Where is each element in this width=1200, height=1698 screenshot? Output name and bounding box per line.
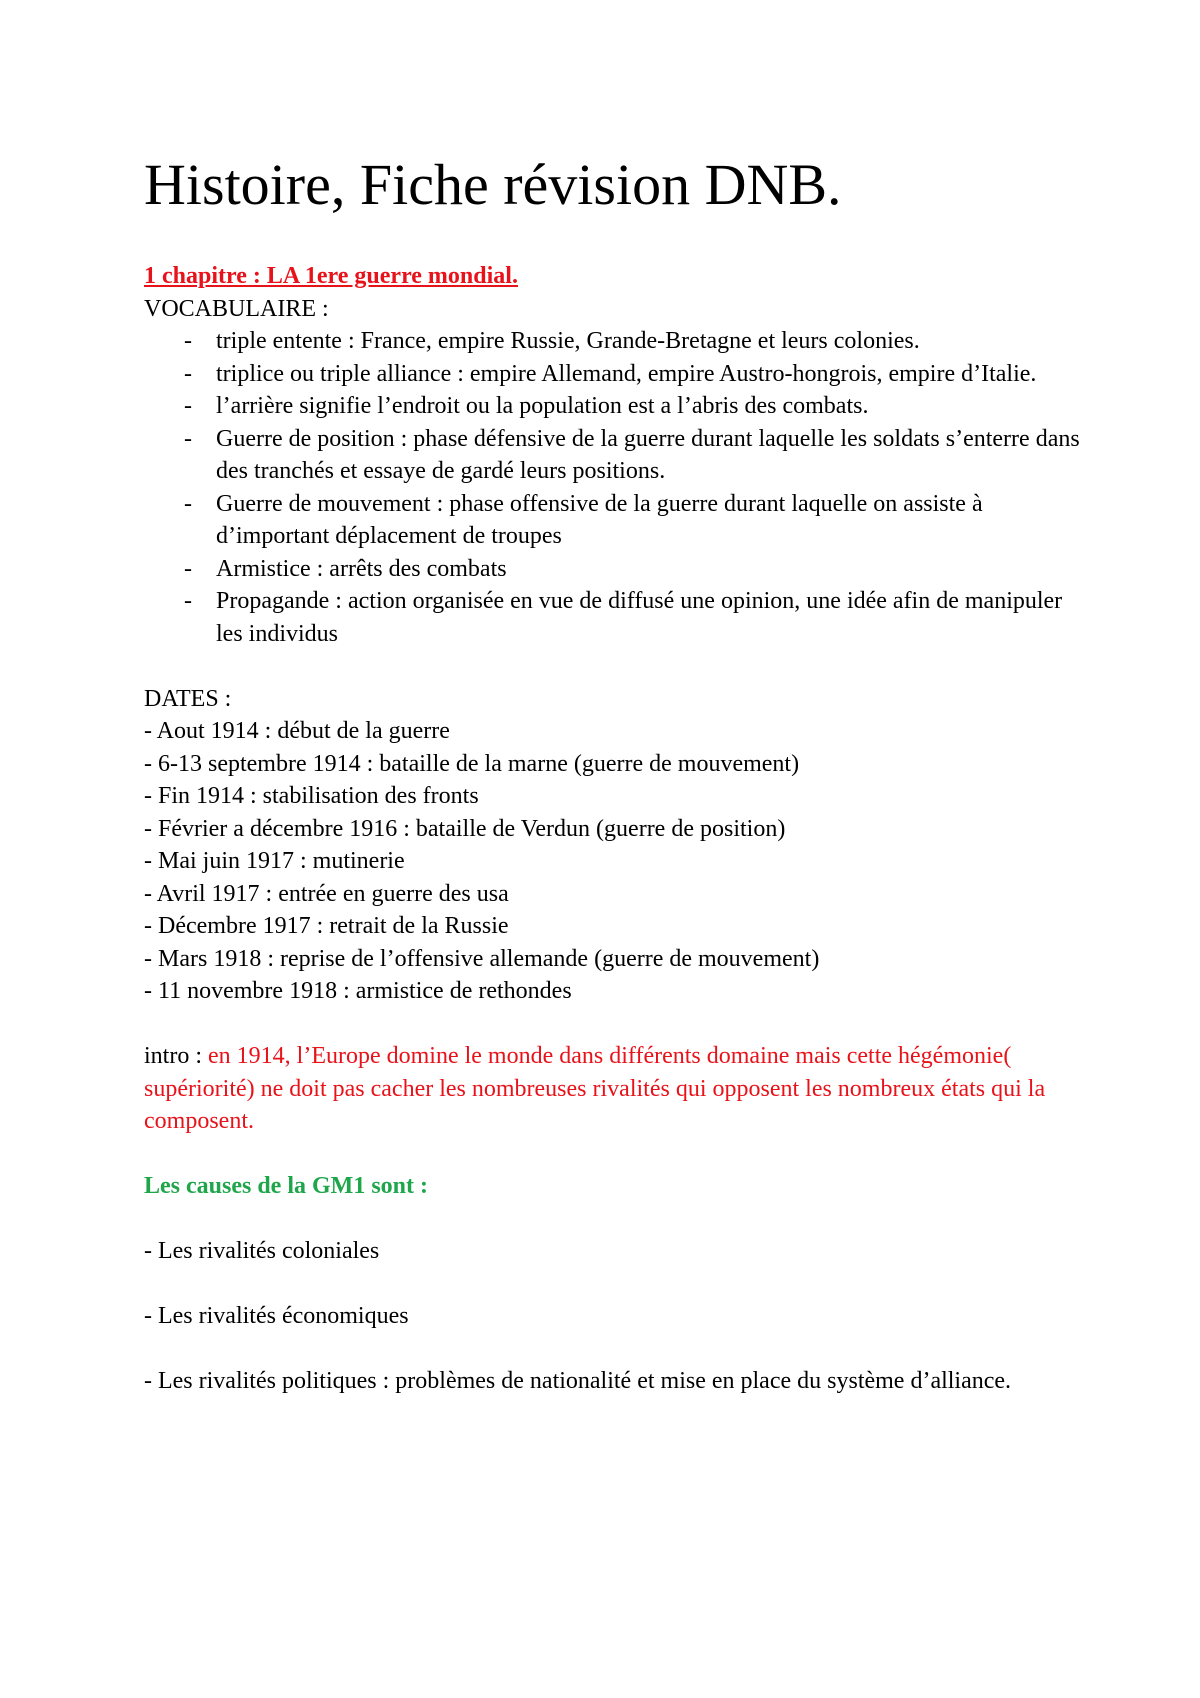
vocab-list [144, 325, 1084, 650]
cause-item: - Les rivalités coloniales [144, 1238, 380, 1264]
intro-paragraph [144, 1040, 1084, 1138]
dates-heading: DATES : [144, 685, 232, 712]
intro-label: intro : [144, 1043, 208, 1069]
vocab-item: - Propagande : action organisée en vue de diffusé une opinion, une idée afin de manipuler les individus [184, 588, 1063, 647]
vocab-item: - l’arrière signifie l’endroit ou la population est a l’abris des combats. [184, 393, 869, 419]
vocab-item: - Guerre de position : phase défensive de la guerre durant laquelle les soldats s’enterre dans des tranchés et essaye de gardé leurs positions. [184, 425, 1080, 484]
vocab-item: - Armistice : arrêts des combats [184, 555, 507, 582]
vocab-item: - Guerre de mouvement : phase offensive de la guerre durant laquelle on assiste à d’important déplacement de troupes [184, 490, 983, 549]
date-item: - 6-13 septembre 1914 : bataille de la marne (guerre de mouvement) [144, 750, 800, 777]
cause-item: - Les rivalités économiques [144, 1303, 409, 1329]
date-item: - Mai juin 1917 : mutinerie [144, 848, 405, 874]
date-item: - Avril 1917 : entrée en guerre des usa [144, 880, 509, 907]
date-item: - Décembre 1917 : retrait de la Russie [144, 913, 509, 939]
document-page [144, 150, 1084, 1398]
chapter-heading: 1 chapitre : LA 1ere guerre mondial. [144, 263, 518, 289]
vocab-heading: VOCABULAIRE : [144, 295, 329, 322]
date-item: - 11 novembre 1918 : armistice de rethondes [144, 978, 572, 1004]
intro-text: en 1914, l’Europe domine le monde dans différents domaine mais cette hégémonie( supériorité) ne doit pas cacher les nombreuses rivalités qui opposent les nombreux états qui la composent. [144, 1043, 1046, 1134]
date-item: - Février a décembre 1916 : bataille de Verdun (guerre de position) [144, 815, 786, 842]
page-title: Histoire, Fiche révision DNB. [144, 152, 842, 217]
date-item: - Fin 1914 : stabilisation des fronts [144, 783, 479, 809]
date-item: - Mars 1918 : reprise de l’offensive allemande (guerre de mouvement) [144, 945, 820, 972]
vocab-item: - triple entente : France, empire Russie, Grande-Bretagne et leurs colonies. [184, 328, 920, 354]
causes-heading: Les causes de la GM1 sont : [144, 1173, 428, 1199]
date-item: - Aout 1914 : début de la guerre [144, 718, 450, 744]
cause-item: - Les rivalités politiques : problèmes de nationalité et mise en place du système d’alliance. [144, 1368, 1012, 1394]
vocab-item: - triplice ou triple alliance : empire Allemand, empire Austro-hongrois, empire d’Italie. [184, 360, 1037, 387]
